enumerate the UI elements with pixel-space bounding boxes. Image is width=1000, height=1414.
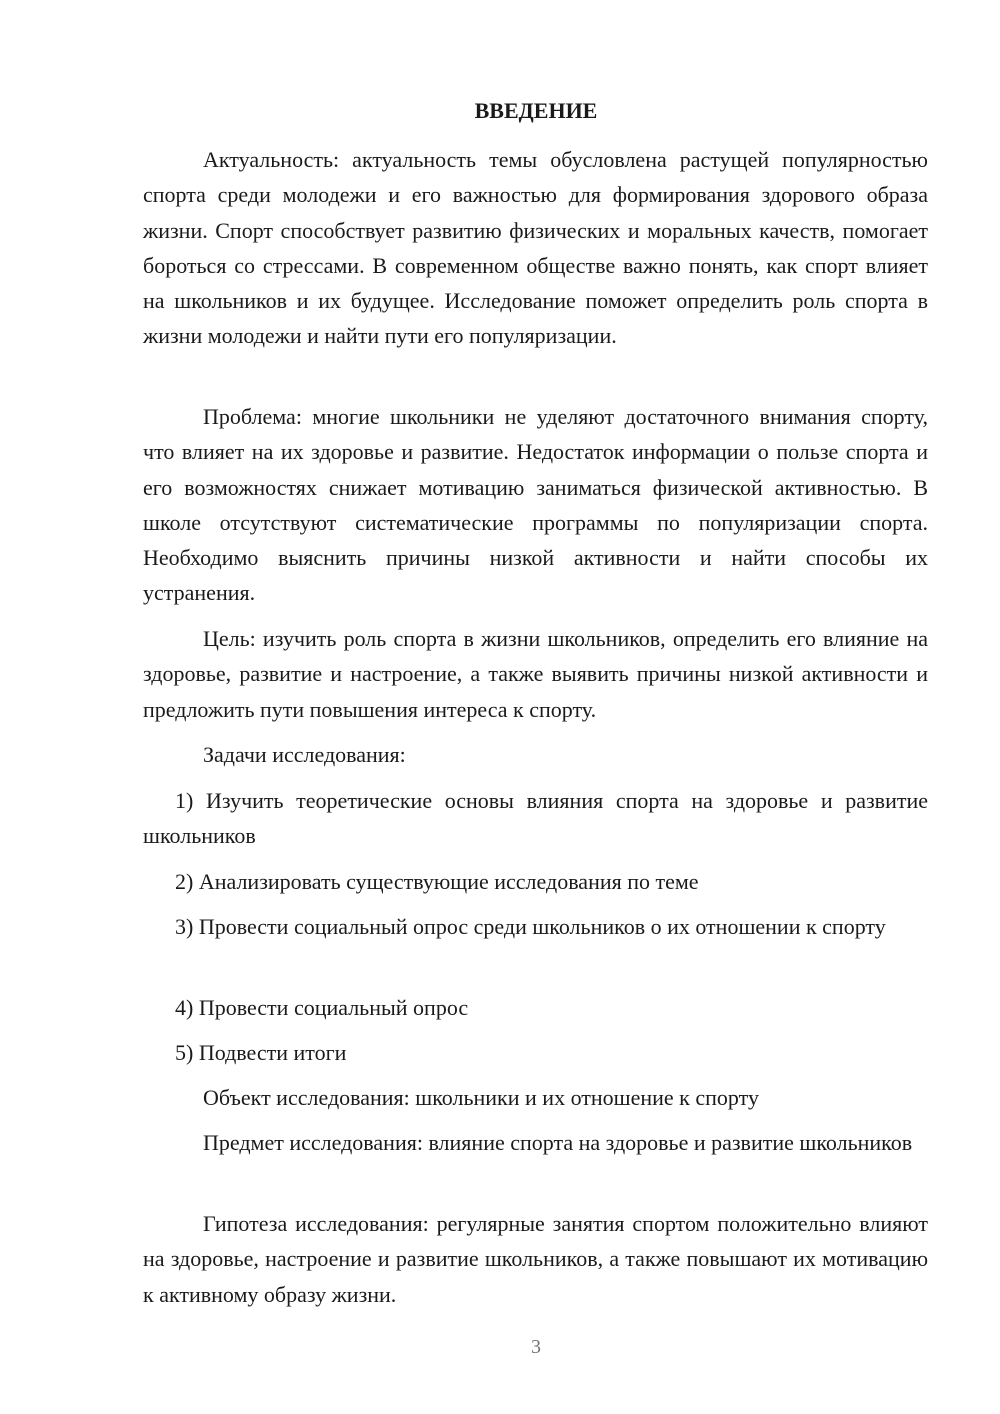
goal-paragraph: Цель: изучить роль спорта в жизни школьников, определить его влияние на здоровье, развитие и настроение, а также выявить причины низкой активности и предложить пути повышения интереса к спорту. [143,626,928,722]
subject-paragraph: Предмет исследования: влияние спорта на здоровье и развитие школьников [203,1130,913,1155]
page-title: ВВЕДЕНИЕ [474,98,598,123]
relevance-paragraph: Актуальность: актуальность темы обусловлена растущей популярностью спорта среди молодежи и его важностью для формирования здорового образа жизни. Спорт способствует развитию физических и моральных качеств, помогает бороться со стрессами. В современном обществе важно понять, как спорт влияет на школьников и их будущее. Исследование поможет определить роль спорта в жизни молодежи и найти пути его популяризации. [143,147,928,349]
hypothesis-paragraph: Гипотеза исследования: регулярные занятия спортом положительно влияют на здоровье, настроение и развитие школьников, а также повышают их мотивацию к активному образу жизни. [143,1211,928,1307]
tasks-heading: Задачи исследования: [203,742,406,767]
task-item-5: 5) Подвести итоги [175,1040,347,1065]
problem-paragraph: Проблема: многие школьники не уделяют достаточного внимания спорту, что влияет на их здоровье и развитие. Недостаток информации о пользе спорта и его возможностях снижает мотивацию заниматься физической активностью. В школе отсутствуют систематические программы по популяризации спорта. Необходимо выяснить причины низкой активности и найти способы их устранения. [143,404,928,606]
task-item-4: 4) Провести социальный опрос [175,995,469,1020]
task-item-3: 3) Провести социальный опрос среди школьников о их отношении к спорту [175,914,886,939]
page-number: 3 [531,1336,541,1358]
task-item-1: 1) Изучить теоретические основы влияния спорта на здоровье и развитие школьников [143,788,928,849]
task-item-2: 2) Анализировать существующие исследования по теме [175,869,699,894]
object-paragraph: Объект исследования: школьники и их отношение к спорту [203,1085,759,1110]
